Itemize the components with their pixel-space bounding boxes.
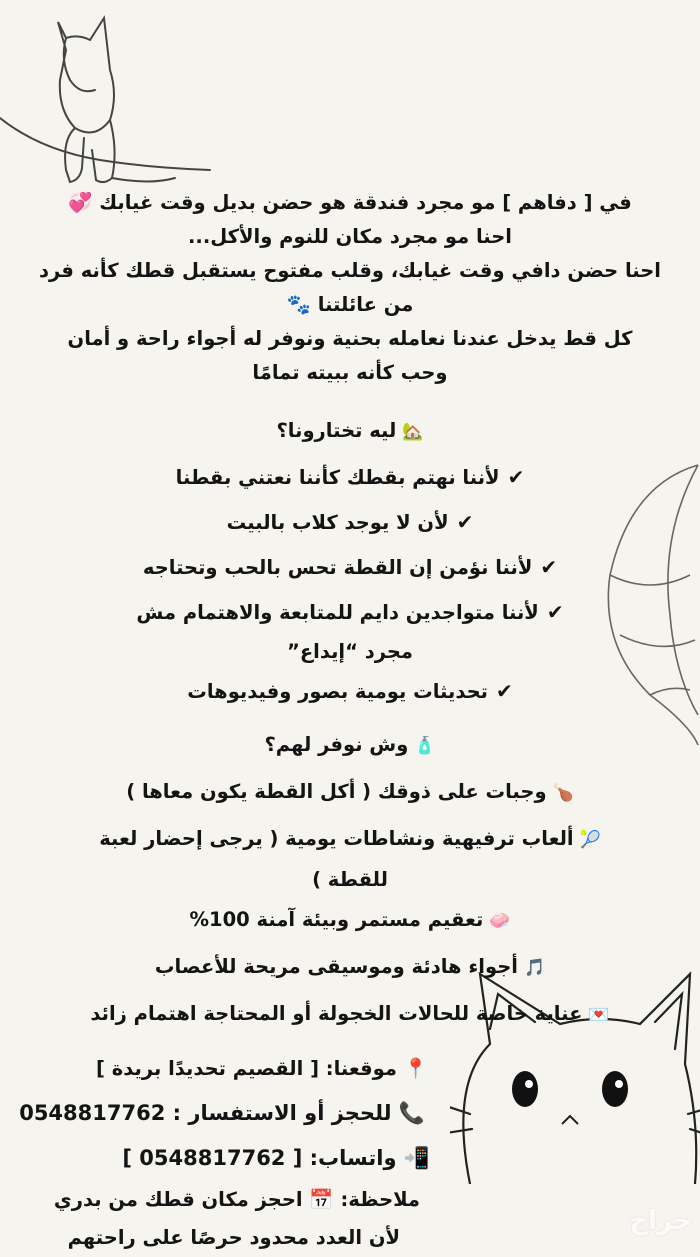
intro-line-3: احنا حضن دافي وقت غيابك، وقلب مفتوح يستقبل قطك كأنه فرد [39, 259, 661, 282]
why-item-text: لأننا نهتم بقطك كأننا نعتني بقطنا [175, 466, 500, 489]
offer-item-5 [10, 991, 690, 1038]
intro-line-2: احنا مو مجرد مكان للنوم والأكل... [188, 225, 512, 248]
bottle-icon: 🧴 [414, 736, 436, 756]
why-item-text: لأننا نؤمن إن القطة تحس بالحب وتحتاجه [142, 556, 533, 579]
booking-line[interactable]: 📞 للحجز أو الاستفسار : 0548817762 [19, 1101, 425, 1125]
offer-item-2-continued: للقطة ) [312, 868, 388, 891]
checkmark-icon: ✔ [507, 465, 525, 489]
why-item-text: لأن لا يوجد كلاب بالبيت [226, 511, 449, 534]
love-letter-icon: 💌 [588, 1005, 610, 1025]
offer-item-2 [10, 816, 690, 863]
why-item-3 [10, 545, 690, 590]
why-item-text: لأننا متواجدين دايم للمتابعة والاهتمام مش [136, 601, 539, 624]
chicken-leg-icon: 🍗 [552, 783, 574, 803]
tennis-ball-icon: 🎾 [579, 830, 601, 850]
intro-line-1: في [ دفاهم ] مو مجرد فندقة هو حضن بديل وقت غيابك 💞 [68, 191, 632, 214]
checkmark-icon: ✔ [495, 679, 513, 703]
whatsapp-line[interactable]: 📲 واتساب: [ 0548817762 ] [122, 1146, 430, 1170]
intro-line-5: كل قط يدخل عندنا نعامله بحنية ونوفر له أجواء راحة و أمان [67, 327, 633, 350]
house-icon: 🏡 [402, 422, 424, 442]
why-item-4-continued: مجرد “إيداع” [287, 640, 413, 663]
note-line-2: لأن العدد محدود حرصًا على راحتهم [67, 1226, 400, 1249]
soap-icon: 🧼 [489, 911, 511, 931]
offer-item-3 [10, 897, 690, 944]
why-item-5 [10, 669, 690, 714]
offer-item-text: أجواء هادئة وموسيقى مريحة للأعصاب [154, 955, 518, 978]
note-line: ملاحظة: 📅 احجز مكان قطك من بدري [53, 1188, 420, 1211]
why-item-1 [10, 455, 690, 500]
offer-item-text: تعقيم مستمر وبيئة آمنة 100% [189, 908, 484, 931]
cat-line-art-top [0, 0, 230, 200]
checkmark-icon: ✔ [540, 555, 558, 579]
haraj-watermark-logo: حراج [629, 1206, 692, 1236]
location-line: 📍 موقعنا: [ القصيم تحديدًا بريدة ] [96, 1057, 428, 1080]
intro-line-6: وحب كأنه ببيته تمامًا [252, 361, 448, 384]
why-item-text: تحديثات يومية بصور وفيديوهات [187, 680, 488, 703]
offer-item-text: عناية خاصة للحالات الخجولة أو المحتاجة اهتمام زائد [90, 1002, 583, 1025]
offer-item-4 [10, 944, 690, 991]
music-note-icon: 🎵 [523, 958, 546, 978]
checkmark-icon: ✔ [456, 510, 474, 534]
offer-item-text: وجبات على ذوقك ( أكل القطة يكون معاها ) [126, 780, 547, 803]
offer-item-text: ألعاب ترفيهية ونشاطات يومية ( يرجى إحضار لعبة [99, 827, 574, 850]
why-heading [10, 408, 690, 455]
checkmark-icon: ✔ [546, 600, 564, 624]
intro-line-4: من عائلتنا 🐾 [286, 293, 414, 316]
why-heading-text: ليه تختارونا؟ [276, 419, 397, 442]
offer-heading [10, 722, 690, 769]
why-item-4 [10, 590, 690, 635]
why-item-2 [10, 500, 690, 545]
offer-item-1 [10, 769, 690, 816]
offer-heading-text: وش نوفر لهم؟ [264, 733, 409, 756]
